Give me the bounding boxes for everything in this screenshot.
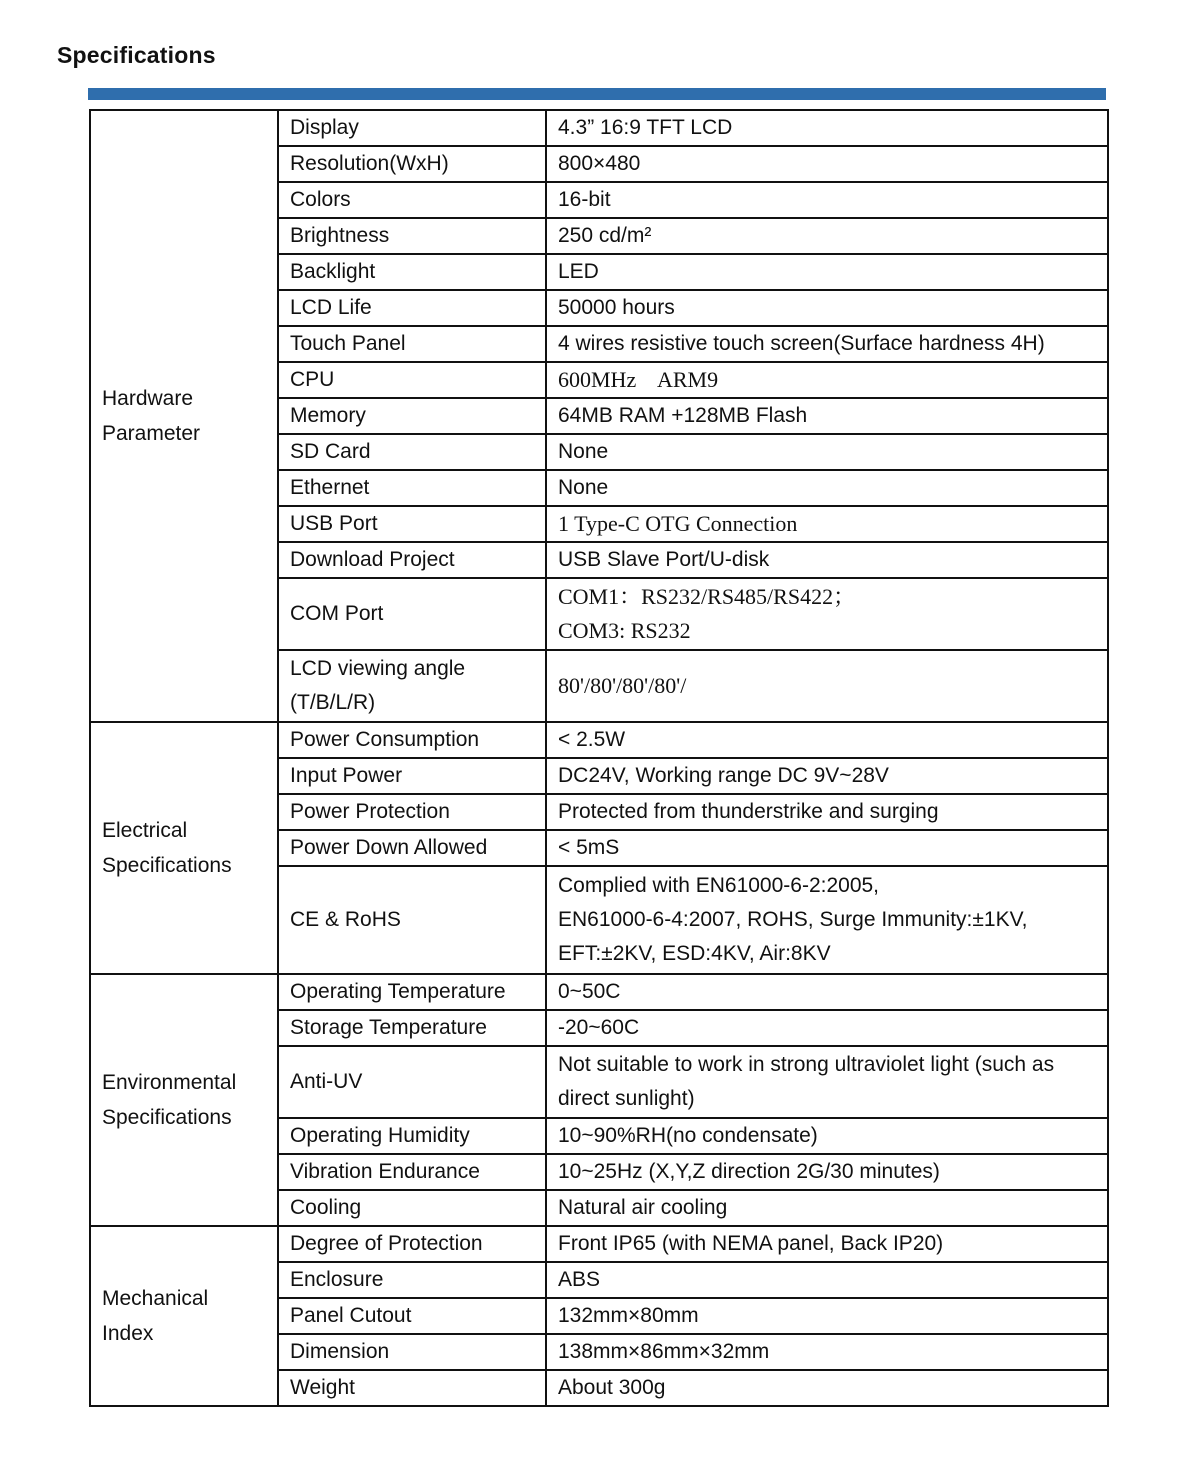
spec-value-cell — [546, 1046, 1108, 1118]
spec-label: CE & RoHS — [290, 908, 401, 931]
spec-label-cell — [278, 722, 546, 758]
spec-label: Backlight — [290, 260, 376, 283]
spec-label: Panel Cutout — [290, 1304, 412, 1327]
spec-value: About 300g — [558, 1376, 666, 1399]
spec-label-cell — [278, 254, 546, 290]
spec-label-cell — [278, 1262, 546, 1298]
spec-label-cell — [278, 182, 546, 218]
spec-label-cell — [278, 146, 546, 182]
spec-label: LCD Life — [290, 296, 372, 319]
spec-value: COM1：RS232/RS485/RS422； — [558, 584, 856, 609]
spec-value: None — [558, 476, 609, 499]
spec-label-cell — [278, 110, 546, 146]
spec-value-cell — [546, 794, 1108, 830]
spec-label-cell — [278, 326, 546, 362]
spec-label-cell — [278, 1370, 546, 1406]
spec-label-cell — [278, 434, 546, 470]
spec-label: Power Down Allowed — [290, 836, 488, 859]
spec-value: EN61000-6-4:2007, ROHS, Surge Immunity:±1KV, — [558, 908, 1028, 931]
spec-value: 4.3” 16:9 TFT LCD — [558, 116, 733, 139]
spec-value-cell — [546, 1010, 1108, 1046]
spec-label-cell — [278, 974, 546, 1010]
spec-label: Power Consumption — [290, 728, 480, 751]
spec-label-cell — [278, 470, 546, 506]
spec-value: Protected from thunderstrike and surging — [558, 800, 939, 823]
table-row — [90, 722, 1108, 758]
spec-value: 10~90%RH(no condensate) — [558, 1124, 818, 1147]
header-rule — [88, 88, 1106, 100]
spec-label: Operating Humidity — [290, 1124, 470, 1147]
spec-value: DC24V, Working range DC 9V~28V — [558, 764, 889, 787]
spec-value-cell — [546, 578, 1108, 650]
specifications-table — [89, 109, 1109, 1407]
spec-value-cell — [546, 830, 1108, 866]
spec-label: Brightness — [290, 224, 390, 247]
spec-label: Ethernet — [290, 476, 370, 499]
spec-label: Degree of Protection — [290, 1232, 483, 1255]
spec-value: 80'/80'/80'/80'/ — [558, 673, 687, 698]
spec-label: (T/B/L/R) — [290, 691, 376, 714]
spec-value-cell — [546, 1370, 1108, 1406]
spec-label: Colors — [290, 188, 351, 211]
table-row — [90, 974, 1108, 1010]
spec-value: 600MHz ARM9 — [558, 367, 719, 392]
spec-label: SD Card — [290, 440, 371, 463]
spec-label: Download Project — [290, 548, 455, 571]
spec-value: Complied with EN61000-6-2:2005, — [558, 874, 880, 897]
specifications-table-body — [90, 110, 1108, 1406]
spec-value-cell — [546, 1298, 1108, 1334]
spec-value: 50000 hours — [558, 296, 675, 319]
spec-value: 4 wires resistive touch screen(Surface hardness 4H) — [558, 332, 1045, 355]
spec-value-cell — [546, 650, 1108, 722]
spec-label-cell — [278, 1154, 546, 1190]
spec-label: LCD viewing angle — [290, 657, 466, 680]
spec-label: Weight — [290, 1376, 355, 1399]
spec-value: Natural air cooling — [558, 1196, 728, 1219]
spec-label-cell — [278, 218, 546, 254]
spec-value: LED — [558, 260, 599, 283]
spec-value-cell — [546, 146, 1108, 182]
spec-label-cell — [278, 794, 546, 830]
spec-value: 10~25Hz (X,Y,Z direction 2G/30 minutes) — [558, 1160, 940, 1183]
category-label: Mechanical — [102, 1287, 209, 1310]
spec-label: Resolution(WxH) — [290, 152, 449, 175]
spec-label: Memory — [290, 404, 366, 427]
spec-value: ABS — [558, 1268, 601, 1291]
spec-label-cell — [278, 506, 546, 542]
spec-label-cell — [278, 1298, 546, 1334]
spec-label: Storage Temperature — [290, 1016, 487, 1039]
category-label: Specifications — [102, 1106, 232, 1129]
spec-label: COM Port — [290, 602, 384, 625]
spec-value-cell — [546, 182, 1108, 218]
spec-label: CPU — [290, 368, 335, 391]
spec-value-cell — [546, 1226, 1108, 1262]
spec-value: -20~60C — [558, 1016, 640, 1039]
spec-value: 138mm×86mm×32mm — [558, 1340, 770, 1363]
spec-label: Cooling — [290, 1196, 362, 1219]
spec-value: 0~50C — [558, 980, 621, 1003]
spec-value: 64MB RAM +128MB Flash — [558, 404, 808, 427]
spec-label-cell — [278, 1010, 546, 1046]
spec-value: 250 cd/m² — [558, 224, 652, 247]
spec-value-cell — [546, 434, 1108, 470]
spec-label-cell — [278, 542, 546, 578]
table-row — [90, 110, 1108, 146]
spec-label: Dimension — [290, 1340, 390, 1363]
spec-value-cell — [546, 506, 1108, 542]
category-cell — [90, 974, 278, 1226]
spec-label-cell — [278, 290, 546, 326]
spec-label-cell — [278, 866, 546, 974]
spec-value: USB Slave Port/U-disk — [558, 548, 770, 571]
spec-value: < 2.5W — [558, 728, 626, 751]
spec-value-cell — [546, 398, 1108, 434]
page-title: Specifications — [57, 42, 216, 68]
spec-label-cell — [278, 362, 546, 398]
spec-value: 132mm×80mm — [558, 1304, 699, 1327]
category-cell — [90, 1226, 278, 1406]
spec-label: Operating Temperature — [290, 980, 506, 1003]
spec-value-cell — [546, 254, 1108, 290]
spec-label-cell — [278, 650, 546, 722]
spec-value: < 5mS — [558, 836, 620, 859]
table-row — [90, 1226, 1108, 1262]
category-cell — [90, 110, 278, 722]
spec-label: Enclosure — [290, 1268, 384, 1291]
spec-value-cell — [546, 1190, 1108, 1226]
spec-value-cell — [546, 326, 1108, 362]
spec-value: Not suitable to work in strong ultraviolet light (such as — [558, 1053, 1055, 1076]
spec-label-cell — [278, 830, 546, 866]
spec-value-cell — [546, 758, 1108, 794]
spec-label: Display — [290, 116, 359, 139]
spec-value-cell — [546, 290, 1108, 326]
spec-label: Anti-UV — [290, 1070, 363, 1093]
spec-value: 16-bit — [558, 188, 611, 211]
category-label: Specifications — [102, 854, 232, 877]
spec-value-cell — [546, 470, 1108, 506]
spec-value-cell — [546, 1262, 1108, 1298]
spec-value-cell — [546, 362, 1108, 398]
spec-label: Power Protection — [290, 800, 450, 823]
spec-value-cell — [546, 110, 1108, 146]
category-label: Index — [102, 1322, 154, 1345]
spec-value: Front IP65 (with NEMA panel, Back IP20) — [558, 1232, 944, 1255]
category-label: Environmental — [102, 1071, 237, 1094]
spec-value-cell — [546, 1118, 1108, 1154]
spec-label: Touch Panel — [290, 332, 406, 355]
spec-label: Input Power — [290, 764, 403, 787]
category-label: Hardware — [102, 387, 194, 410]
spec-label-cell — [278, 398, 546, 434]
category-label: Electrical — [102, 819, 188, 842]
category-label: Parameter — [102, 422, 201, 445]
spec-label-cell — [278, 578, 546, 650]
spec-value-cell — [546, 722, 1108, 758]
spec-value-cell — [546, 866, 1108, 974]
spec-value: 800×480 — [558, 152, 641, 175]
spec-label-cell — [278, 1190, 546, 1226]
spec-value: COM3: RS232 — [558, 618, 691, 643]
spec-value: EFT:±2KV, ESD:4KV, Air:8KV — [558, 942, 831, 965]
spec-value: None — [558, 440, 609, 463]
category-cell — [90, 722, 278, 974]
spec-value-cell — [546, 1154, 1108, 1190]
spec-label-cell — [278, 1118, 546, 1154]
spec-value: direct sunlight) — [558, 1087, 695, 1110]
spec-label-cell — [278, 1226, 546, 1262]
spec-label-cell — [278, 1046, 546, 1118]
spec-value-cell — [546, 542, 1108, 578]
spec-value: 1 Type-C OTG Connection — [558, 511, 798, 536]
spec-value-cell — [546, 1334, 1108, 1370]
spec-value-cell — [546, 974, 1108, 1010]
spec-label: USB Port — [290, 512, 378, 535]
spec-label-cell — [278, 1334, 546, 1370]
spec-label-cell — [278, 758, 546, 794]
spec-value-cell — [546, 218, 1108, 254]
spec-label: Vibration Endurance — [290, 1160, 480, 1183]
